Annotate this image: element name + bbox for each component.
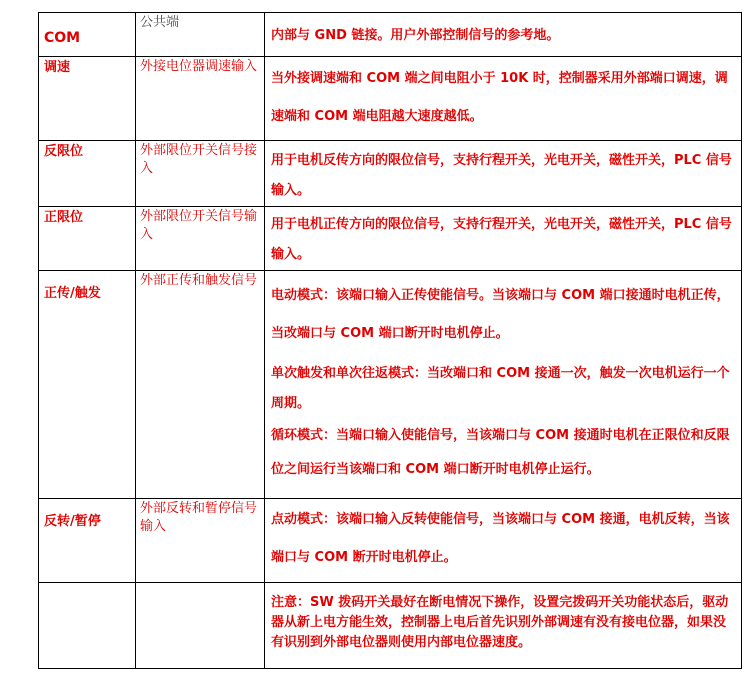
signal-table <box>38 12 742 669</box>
signal-name-cell <box>39 499 136 583</box>
signal-desc: 外部限位开关信号接入 <box>140 143 258 176</box>
signal-name-cell <box>39 583 136 669</box>
signal-desc-cell <box>136 207 265 271</box>
signal-name-cell <box>39 141 136 207</box>
signal-detail: 循环模式：当端口输入使能信号，当该端口与 COM 接通时电机在正限位和反限位之间运行当该端口和 COM 端口断开时电机停止运行。 <box>271 428 730 477</box>
signal-desc: 外接电位器调速输入 <box>140 59 258 74</box>
table-row <box>39 499 742 583</box>
signal-detail-cell <box>265 583 742 669</box>
signal-name-cell <box>39 57 136 141</box>
signal-name-cell <box>39 207 136 271</box>
signal-detail: 注意：SW 拨码开关最好在断电情况下操作，设置完拨码开关功能状态后，驱动器从新上电方能生效，控制器上电后首先识别外部调速有没有接电位器，如果没有识别到外部电位器则使用内部电位器速度。 <box>271 595 729 650</box>
table-row <box>39 13 742 57</box>
signal-detail-cell <box>265 13 742 57</box>
signal-desc: 外部限位开关信号输入 <box>140 209 258 242</box>
table-row <box>39 141 742 207</box>
signal-detail: 单次触发和单次往返模式：当改端口和 COM 接通一次，触发一次电机运行一个周期。 <box>271 366 730 411</box>
signal-name-cell <box>39 13 136 57</box>
signal-name <box>39 583 135 585</box>
signal-detail: 内部与 GND 链接。用户外部控制信号的参考地。 <box>271 28 560 43</box>
signal-name: 正传/触发 <box>44 286 101 301</box>
signal-detail-cell <box>265 271 742 499</box>
signal-detail-cell <box>265 57 742 141</box>
signal-name: 反转/暂停 <box>44 514 101 529</box>
signal-desc: 公共端 <box>140 15 180 30</box>
signal-detail: 点动模式：该端口输入反转使能信号，当该端口与 COM 接通，电机反转，当该端口与 COM 断开时电机停止。 <box>271 512 730 565</box>
signal-desc-cell <box>136 583 265 669</box>
signal-detail: 用于电机正传方向的限位信号，支持行程开关，光电开关，磁性开关，PLC 信号输入。 <box>271 217 732 262</box>
signal-name: 调速 <box>44 60 71 75</box>
signal-desc: 外部反转和暂停信号输入 <box>140 501 258 534</box>
table-row <box>39 271 742 499</box>
signal-desc-cell <box>136 57 265 141</box>
signal-name-cell <box>39 271 136 499</box>
signal-desc-cell <box>136 271 265 499</box>
signal-desc-cell <box>136 499 265 583</box>
signal-desc-cell <box>136 141 265 207</box>
signal-detail: 当外接调速端和 COM 端之间电阻小于 10K 时，控制器采用外部端口调速，调速端和 COM 端电阻越大速度越低。 <box>271 71 728 124</box>
signal-desc <box>136 583 264 584</box>
signal-name: 正限位 <box>44 210 84 225</box>
signal-detail: 电动模式：该端口输入正传使能信号。当该端口与 COM 端口接通时电机正传，当改端口与 COM 端口断开时电机停止。 <box>271 288 730 341</box>
signal-detail-cell <box>265 207 742 271</box>
table-row <box>39 583 742 669</box>
signal-name: COM <box>44 30 81 46</box>
signal-detail: 用于电机反传方向的限位信号，支持行程开关，光电开关，磁性开关，PLC 信号输入。 <box>271 153 732 198</box>
signal-detail-cell <box>265 141 742 207</box>
signal-detail-cell <box>265 499 742 583</box>
signal-desc-cell <box>136 13 265 57</box>
table-row <box>39 207 742 271</box>
table-row <box>39 57 742 141</box>
signal-name: 反限位 <box>44 144 84 159</box>
signal-desc: 外部正传和触发信号 <box>140 273 258 288</box>
